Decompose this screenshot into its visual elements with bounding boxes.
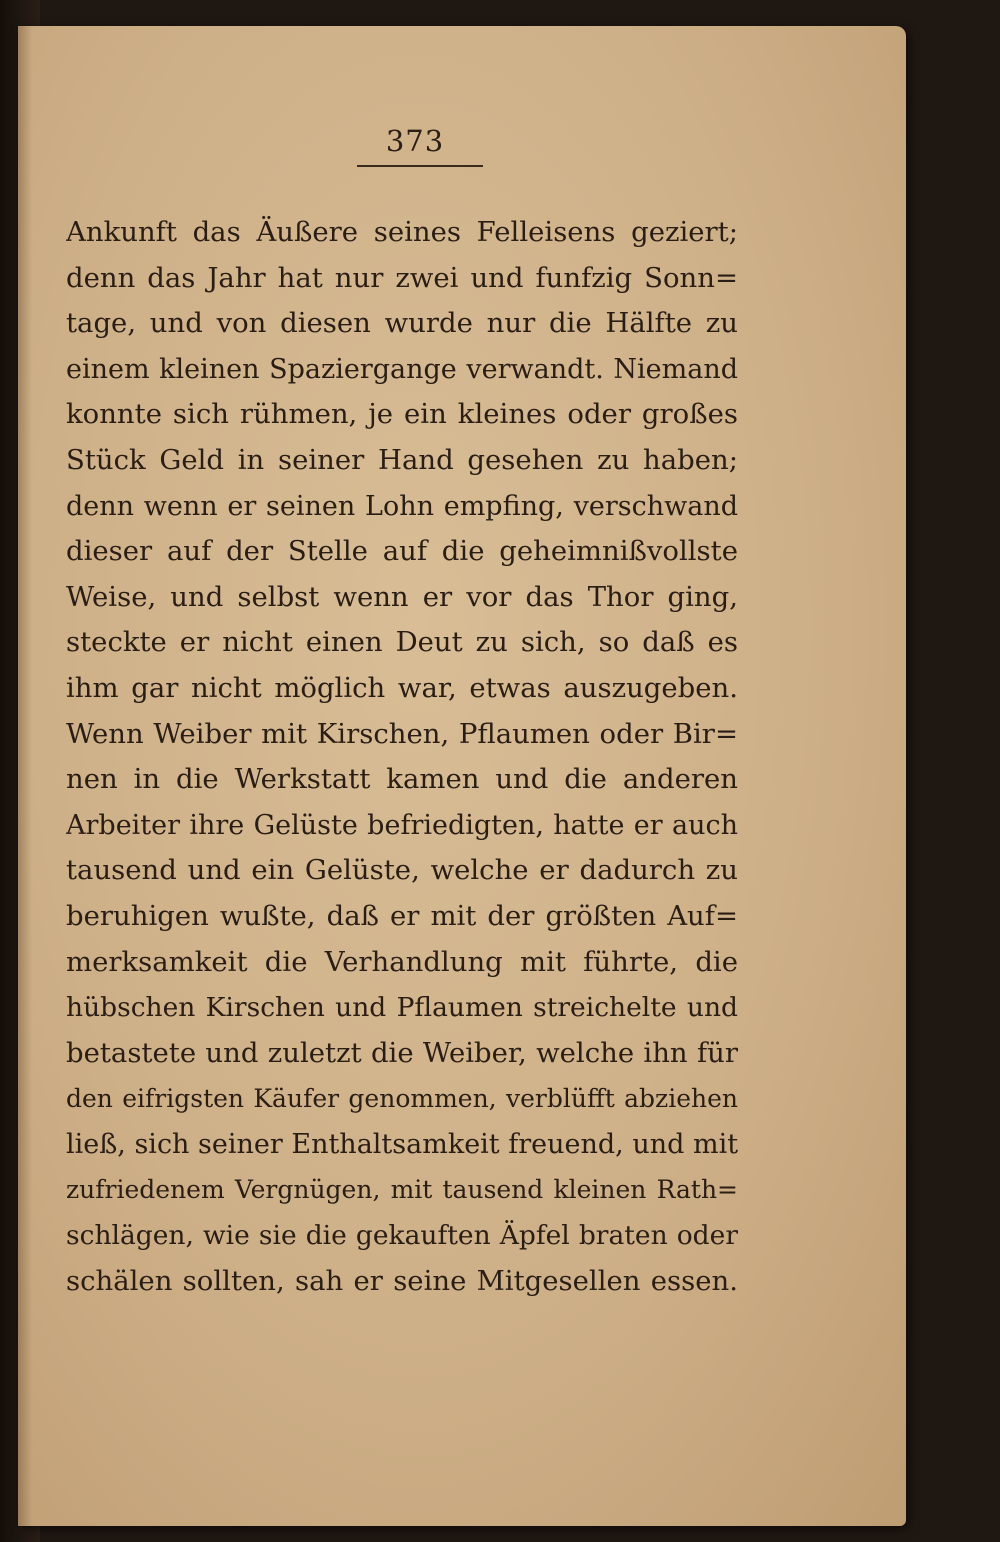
text-line: konnte sich rühmen, je ein kleines oder großes [66,398,738,431]
text-line: den eifrigsten Käufer genommen, verblüfft abziehen [66,1084,738,1114]
body-text [66,210,738,1304]
text-line: Wenn Weiber mit Kirschen, Pflaumen oder Bir= [66,717,738,750]
text-line: Stück Geld in seiner Hand gesehen zu haben; [66,443,738,476]
page-number: 373 [385,124,445,158]
text-line: einem kleinen Spaziergange verwandt. Niemand [66,353,738,385]
text-line: denn das Jahr hat nur zwei und funfzig Sonn= [66,261,738,294]
text-line: dieser auf der Stelle auf die geheimnißvollste [66,535,738,568]
text-line: ihm gar nicht möglich war, etwas auszugeben. [66,671,738,704]
page-gutter-shadow [18,26,32,1526]
text-line: tausend und ein Gelüste, welche er dadurch zu [66,854,738,887]
text-line: merksamkeit die Verhandlung mit führte, die [66,945,738,978]
text-line: zufriedenem Vergnügen, mit tausend kleinen Rath= [66,1175,738,1205]
text-line: Weise, und selbst wenn er vor das Thor ging, [66,580,738,613]
text-line: denn wenn er seinen Lohn empfing, verschwand [66,490,738,522]
text-line: tage, und von diesen wurde nur die Hälfte zu [66,307,738,340]
text-line: Ankunft das Äußere seines Felleisens geziert; [66,216,738,248]
text-line: nen in die Werkstatt kamen und die anderen [66,763,738,796]
text-line: Arbeiter ihre Gelüste befriedigten, hatte er auch [66,809,738,841]
text-line: hübschen Kirschen und Pflaumen streichelte und [66,992,738,1024]
text-line: betastete und zuletzt die Weiber, welche ihn für [66,1036,738,1069]
header-rule [357,165,483,167]
text-line: steckte er nicht einen Deut zu sich, so daß es [66,626,738,659]
text-line: beruhigen wußte, daß er mit der größten Auf= [66,899,738,932]
text-line: ließ, sich seiner Enthaltsamkeit freuend, und mit [66,1128,738,1160]
text-line: schlägen, wie sie die gekauften Äpfel braten oder [66,1220,738,1252]
text-line: schälen sollten, sah er seine Mitgesellen essen. [66,1264,738,1297]
